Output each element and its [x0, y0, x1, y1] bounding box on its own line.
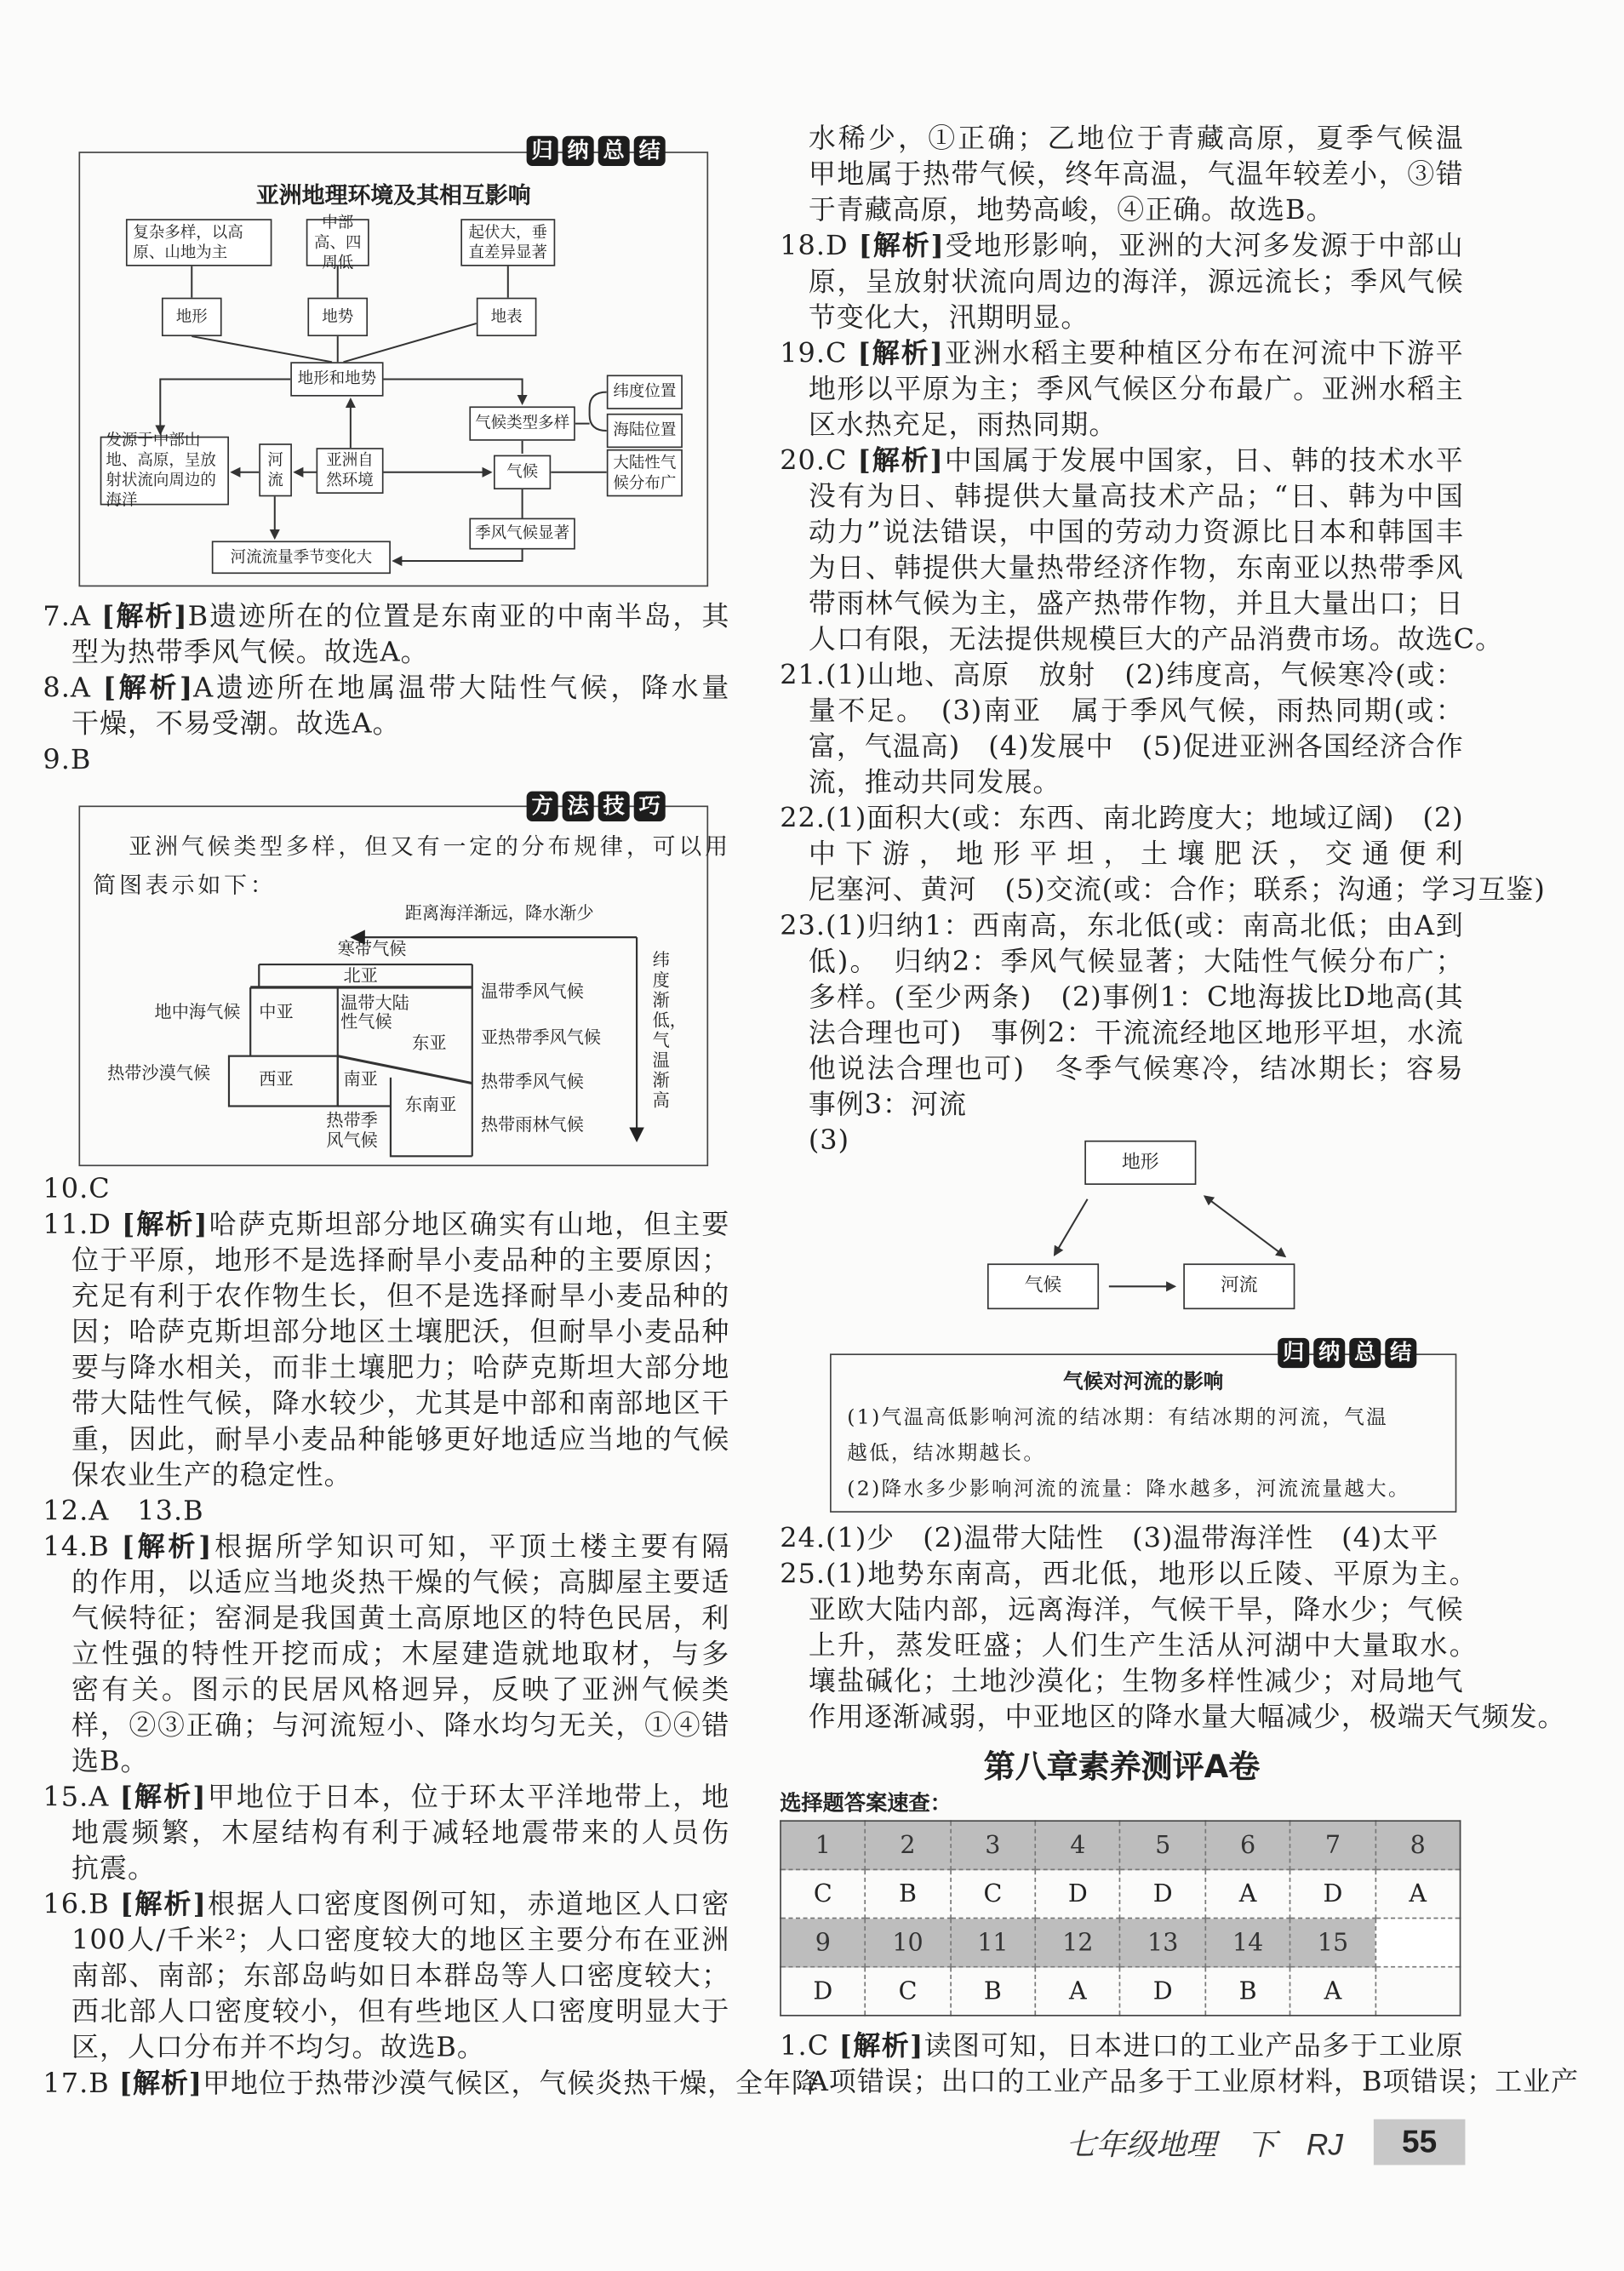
answer-text-line: 10.C	[43, 1173, 111, 1205]
answer-text-line: 原，呈放射状流向周边的海洋，源远流长；季风气候	[808, 266, 1464, 298]
answer-text-line: 因；哈萨克斯坦部分地区土壤肥沃，但耐旱小麦品种	[71, 1316, 730, 1348]
answer-cell: A	[1035, 1967, 1120, 2016]
answer-text-line: 地震频繁，木屋结构有利于减轻地震带来的人员伤	[71, 1816, 730, 1849]
label-cold: 寒带气候	[337, 938, 407, 959]
answer-cell: D	[781, 1967, 866, 2016]
answer-text-line: 法合理也可) 事例2：干流流经地区地形平坦，水流	[808, 1017, 1464, 1050]
analysis-label: [解析]	[119, 1781, 207, 1813]
question-number: 11	[950, 1919, 1035, 1967]
answer-text-line: 尼塞河、黄河 (5)交流(或：合作；联系；沟通；学习互鉴)	[808, 874, 1546, 907]
node-continental: 大陆性气候分布广	[607, 449, 683, 496]
node-surface: 地表	[477, 298, 537, 336]
empty-cell	[1375, 1919, 1461, 1967]
answer-text-line: 区，人口分布并不均匀。故选B。	[71, 2032, 485, 2064]
tag-char: 技	[598, 792, 630, 821]
analysis-label: [解析]	[858, 230, 945, 262]
analysis-label: [解析]	[122, 1209, 209, 1241]
answer-text-line: 西北部人口密度较小，但有些地区人口密度明显大于	[71, 1996, 730, 2028]
arrow-label-distance: 距离海洋渐远，降水渐少	[404, 902, 594, 924]
answer-text-line: 动力”说法错误，中国的劳动力资源比日本和韩国丰	[808, 516, 1464, 548]
answer-text-line: 低)。 归纳2：季风气候显著；大陆性气候分布广；	[808, 946, 1464, 978]
answer-text-line: 11.D [解析]哈萨克斯坦部分地区确实有山地，但主要	[43, 1209, 730, 1241]
answer-cell: D	[1290, 1869, 1375, 1918]
summary-line: (2)降水多少影响河流的流量：降水越多，河流流量越大。	[847, 1478, 1410, 1502]
answer-text-line: 亚欧大陆内部，远离海洋，气候干旱，降水少；气候	[808, 1593, 1464, 1626]
question-number-row	[781, 1821, 1461, 1869]
answer-text-line: 节变化大，汛期明显。	[808, 301, 1089, 334]
node-river: 河流	[259, 443, 292, 496]
answer-text-line: (3)	[808, 1124, 850, 1157]
answer-text-line: 南部、南部；东部岛屿如日本群岛等人口密度较大；	[71, 1960, 730, 1993]
answer-cell: C	[950, 1869, 1035, 1918]
answer-text-line: 21.(1)山地、高原 放射 (2)纬度高，气候寒冷(或：	[780, 659, 1464, 691]
tag-char: 法	[563, 792, 594, 821]
answer-text-line: 25.(1)地势东南高，西北低，地形以丘陵、平原为主。	[780, 1558, 1464, 1590]
answers-24-25	[780, 1521, 1566, 1736]
question-number: 12	[1035, 1919, 1120, 1967]
answer-cell: C	[781, 1869, 866, 1918]
answer-text-line: 于青藏高原，地势高峻，④正确。故选B。	[808, 194, 1335, 226]
answer-text-line: 密有关。图示的民居风格迥异，反映了亚洲气候类	[71, 1673, 730, 1706]
summary-line: (1)气温高低影响河流的结冰期：有结冰期的河流，气温	[847, 1406, 1389, 1430]
answer-text-line: 量不足。 (3)南亚 属于季风气候，雨热同期(或：	[808, 695, 1464, 727]
answer-text-line: 12.A 13.B	[43, 1495, 204, 1527]
page-number: 55	[1374, 2119, 1466, 2165]
node-climate-types: 气候类型多样	[469, 406, 575, 440]
answer-text-line: 干燥，不易受潮。故选A。	[71, 708, 401, 741]
tag-char: 纳	[563, 136, 594, 166]
node-terrain: 地势	[307, 298, 368, 336]
label-temperate-monsoon: 温带季风气候	[480, 981, 584, 1002]
tag-char: 总	[1349, 1338, 1381, 1368]
label-subtropical-monsoon: 亚热带季风气候	[480, 1027, 602, 1048]
answer-text-line: 保农业生产的稳定性。	[71, 1459, 352, 1491]
answer-text-line: 地形以平原为主；季风气候区分布最广。亚洲水稻主	[808, 373, 1464, 405]
tag-char: 结	[634, 136, 666, 166]
label-temperate-continental: 温带大陆性气候	[340, 992, 409, 1033]
label-tropical-monsoon-bottom: 热带季风气候	[326, 1110, 378, 1151]
answer-text-line: 上升，蒸发旺盛；人们生产生活从河湖中大量取水。	[808, 1629, 1464, 1662]
summary-tag	[1278, 1338, 1416, 1368]
question-number-row	[781, 1919, 1461, 1967]
answer-text-line: 要与降水相关，而非土壤肥力；哈萨克斯坦大部分地	[71, 1352, 730, 1384]
answer-text-line: 流，推动共同发展。	[808, 767, 1061, 799]
question-number: 7	[1290, 1821, 1375, 1869]
node-landform-terrain: 地形和地势	[290, 362, 383, 396]
question-number: 10	[866, 1919, 951, 1967]
question-number: 15	[1290, 1919, 1375, 1967]
answer-cell: B	[866, 1869, 951, 1918]
analysis-label: [解析]	[857, 444, 944, 477]
quick-answer-label: 选择题答案速查：	[780, 1790, 952, 1816]
label-north-asia: 北亚	[343, 965, 378, 987]
answer-text-line: 23.(1)归纳1：西南高，东北低(或：南高北低；由A到	[780, 910, 1464, 942]
answer-text-line: 100人/千米²；人口密度较大的地区主要分布在亚洲	[71, 1925, 730, 1957]
label-south-asia: 南亚	[343, 1068, 378, 1090]
triangle-node-landform: 地形	[1084, 1141, 1196, 1185]
tag-char: 归	[527, 136, 558, 166]
node-climate: 气候	[494, 455, 551, 489]
answer-text-line: 的作用，以适应当地炎热干燥的气候；高脚屋主要适	[71, 1566, 730, 1599]
answer-text-line: 16.B [解析]根据人口密度图例可知，赤道地区人口密	[43, 1889, 730, 1921]
answer-text-line: 抗震。	[71, 1853, 156, 1885]
answer-text-line: 14.B [解析]根据所学知识可知，平顶土楼主要有隔	[43, 1530, 730, 1563]
question-number: 9	[781, 1919, 866, 1967]
analysis-label: [解析]	[838, 2030, 924, 2062]
analysis-label: [解析]	[120, 1889, 207, 1921]
analysis-label: [解析]	[121, 1530, 213, 1563]
tag-char: 结	[1385, 1338, 1416, 1368]
triangle-node-river: 河流	[1183, 1263, 1295, 1309]
answer-text-line: 充足有利于农作物生长，但不是选择耐旱小麦品种的	[71, 1280, 730, 1313]
question-number: 6	[1205, 1821, 1290, 1869]
node-monsoon: 季风气候显著	[469, 518, 575, 550]
node-land-sea: 海陆位置	[607, 414, 683, 448]
node-latitude: 纬度位置	[607, 375, 683, 409]
question-number: 5	[1120, 1821, 1205, 1869]
question-number: 14	[1205, 1919, 1290, 1967]
answer-text-line: 位于平原，地形不是选择耐旱小麦品种的主要原因；	[71, 1244, 730, 1277]
answer-cell: D	[1120, 1967, 1205, 2016]
answer-text-line: 7.A [解析]B遗迹所在的位置是东南亚的中南半岛，其	[43, 601, 730, 633]
analysis-label: [解析]	[857, 337, 944, 369]
answer-text-line: 24.(1)少 (2)温带大陆性 (3)温带海洋性 (4)太平	[780, 1522, 1439, 1554]
answer-text-line: 为日、韩提供大量热带经济作物，东南亚以热带季风	[808, 552, 1464, 584]
node-rivers-origin: 发源于中部山地、高原，呈放射状流向周边的海洋	[100, 437, 229, 506]
answer-text-line: 人口有限，无法提供规模巨大的产品消费市场。故选C。	[808, 623, 1504, 655]
answer-row	[781, 1869, 1461, 1918]
label-east-asia: 东亚	[412, 1033, 447, 1054]
answer-cell: A	[1290, 1967, 1375, 2016]
answer-cell: B	[950, 1967, 1035, 2016]
node-relief: 起伏大，垂直差异显著	[460, 219, 555, 266]
answer-text-line: 气候特征；窑洞是我国黄土高原地区的特色民居，利	[71, 1602, 730, 1634]
node-complex: 复杂多样，以高原、山地为主	[126, 219, 272, 266]
node-center-high: 中部高、四周低	[306, 219, 369, 266]
label-central-asia: 中亚	[259, 1001, 294, 1022]
empty-cell	[1375, 1967, 1461, 2016]
node-landform: 地形	[162, 298, 222, 336]
answer-text-line: 8.A [解析]A遗迹所在地属温带大陆性气候，降水量	[43, 672, 730, 705]
answer-text-line: 22.(1)面积大(或：东西、南北跨度大；地域辽阔) (2)	[780, 803, 1464, 835]
label-west-asia: 西亚	[259, 1068, 294, 1090]
node-nature: 亚洲自然环境	[317, 448, 384, 494]
answer-text-line: 多样。(至少两条) (2)事例1：C地海拔比D地高(其	[808, 981, 1464, 1014]
triangle-node-climate: 气候	[987, 1263, 1099, 1309]
answer-text-line: A项错误；出口的工业产品多于工业原材料，B项错误；工业产	[808, 2066, 1580, 2098]
answer-cell: C	[866, 1967, 951, 2016]
analysis-label: [解析]	[102, 672, 194, 705]
answer-cell: B	[1205, 1967, 1290, 2016]
question-number: 3	[950, 1821, 1035, 1869]
label-tropical-rainforest: 热带雨林气候	[480, 1114, 584, 1136]
label-tropical-monsoon: 热带季风气候	[480, 1072, 584, 1092]
answer-text-line: 18.D [解析]受地形影响，亚洲的大河多发源于中部山	[780, 230, 1464, 262]
answer-text-line: 他说法合理也可) 冬季气候寒冷，结冰期长；容易	[808, 1053, 1464, 1085]
answer-text-line: 样，②③正确；与河流短小、降水均匀无关，①④错	[71, 1709, 730, 1742]
answer-text-line: 立性强的特性开挖而成；木屋建造就地取材，与多	[71, 1638, 730, 1670]
answer-cell: D	[1035, 1869, 1120, 1918]
node-flow-change: 河流流量季节变化大	[212, 541, 391, 574]
answer-text-line: 区水热充足，雨热同期。	[808, 409, 1118, 441]
label-tropical-desert: 热带沙漠气候	[107, 1063, 211, 1084]
answer-text-line: 富，气温高) (4)发展中 (5)促进亚洲各国经济合作	[808, 731, 1464, 764]
answer-text-line: 带大陆性气候，降水较少，尤其是中部和南部地区干	[71, 1387, 730, 1420]
answer-text-line: 选B。	[71, 1745, 149, 1777]
tag-char: 归	[1278, 1338, 1309, 1368]
method-intro-line: 简图表示如下：	[93, 871, 277, 899]
answer-text-line: 带雨林气候为主，盛产热带作物，并且大量出口；日	[808, 587, 1464, 620]
answer-text-line: 9.B	[43, 744, 92, 776]
answer-cell: A	[1205, 1869, 1290, 1918]
arrow-label-latitude: 纬度渐低，气温渐高	[652, 950, 687, 1111]
diagram-title: 亚洲地理环境及其相互影响	[255, 181, 531, 209]
answer-text-line: 甲地属于热带气候，终年高温，气温年较差小，③错	[808, 158, 1464, 191]
question-number: 13	[1120, 1919, 1205, 1967]
answer-text-line: 重，因此，耐旱小麦品种能够更好地适应当地的气候	[71, 1423, 730, 1456]
answer-cell: A	[1375, 1869, 1461, 1918]
question-number: 8	[1375, 1821, 1461, 1869]
answer-text-line: 19.C [解析]亚洲水稻主要种植区分布在河流中下游平	[780, 337, 1464, 369]
answer-text-line: 型为热带季风气候。故选A。	[71, 637, 429, 669]
tag-char: 方	[527, 792, 558, 821]
answer-text-line: 20.C [解析]中国属于发展中国家，日、韩的技术水平	[780, 444, 1464, 477]
answer-text-line: 壤盐碱化；土地沙漠化；生物多样性减少；对局地气	[808, 1665, 1464, 1697]
answer-text-line: 没有为日、韩提供大量高技术产品；“日、韩为中国	[808, 480, 1464, 512]
section-title: 第八章素养测评A卷	[983, 1749, 1261, 1787]
tag-char: 巧	[634, 792, 666, 821]
answer-text-line: 作用逐渐减弱，中亚地区的降水量大幅减少，极端天气频发。	[808, 1701, 1566, 1733]
method-intro-line: 亚洲气候类型多样，但又有一定的分布规律，可以用	[129, 832, 731, 861]
label-mediterranean: 地中海气候	[154, 1001, 241, 1022]
answer-row	[781, 1967, 1461, 2016]
analysis-label: [解析]	[101, 601, 188, 633]
answer-cell: D	[1120, 1869, 1205, 1918]
footer-book-title: 七年级地理 下 RJ	[1066, 2129, 1344, 2163]
answer-text-line: 17.B [解析]甲地位于热带沙漠气候区，气候炎热干燥，全年降	[43, 2068, 820, 2100]
answer-table	[780, 1820, 1461, 2016]
analysis-label: [解析]	[118, 2068, 203, 2100]
question-number: 1	[781, 1821, 866, 1869]
summary-title: 气候对河流的影响	[1063, 1370, 1224, 1394]
label-southeast-asia: 东南亚	[404, 1095, 457, 1115]
summary-line: 越低，结冰期越长。	[847, 1442, 1046, 1466]
tag-char: 纳	[1313, 1338, 1345, 1368]
tag-char: 总	[598, 136, 630, 166]
test-a-answers	[780, 2029, 1580, 2101]
answer-text-line: 事例3：河流	[808, 1089, 967, 1121]
answer-text-line: 15.A [解析]甲地位于日本，位于环太平洋地带上，地	[43, 1781, 730, 1813]
answer-text-line: 中下游，地形平坦，土壤肥沃，交通便利	[808, 838, 1464, 871]
question-number: 4	[1035, 1821, 1120, 1869]
answer-text-line: 水稀少，①正确；乙地位于青藏高原，夏季气候温	[808, 123, 1464, 155]
answer-text-line: 1.C [解析]读图可知，日本进口的工业产品多于工业原	[780, 2030, 1464, 2062]
question-number: 2	[866, 1821, 951, 1869]
